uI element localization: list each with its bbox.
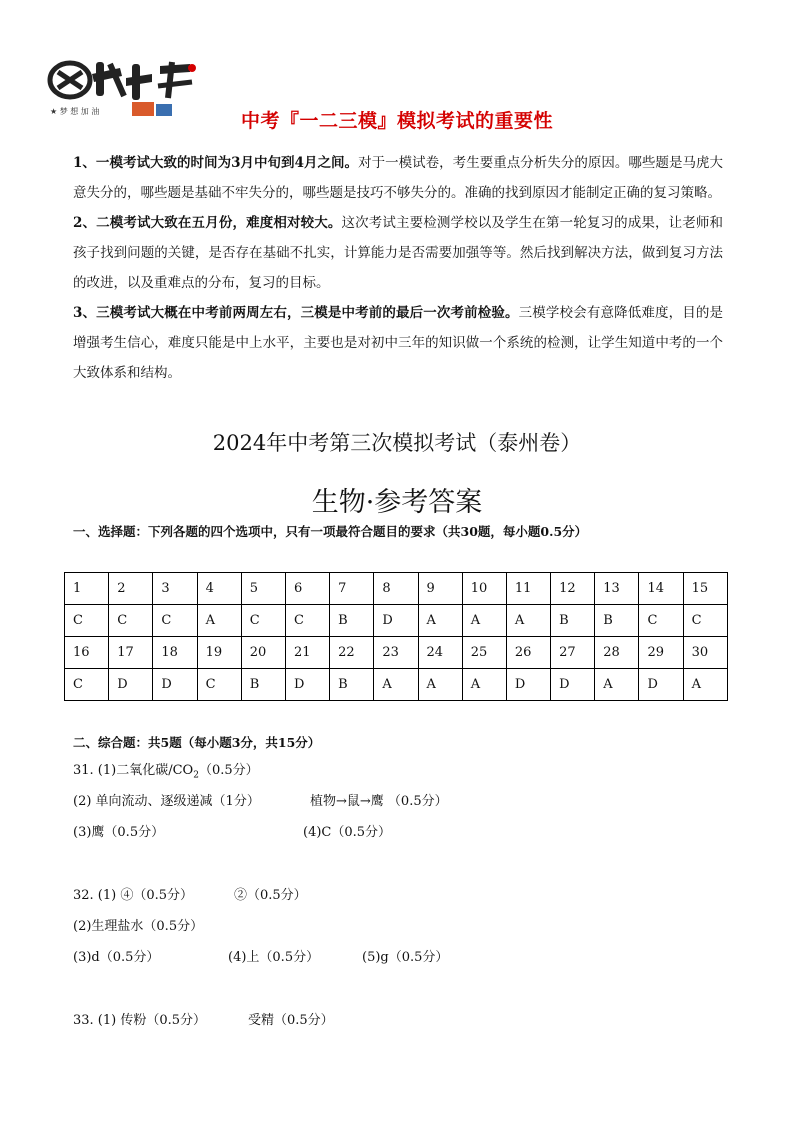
q32-answer-1b: ②（0.5分） (234, 888, 307, 903)
table-cell: C (65, 605, 109, 637)
table-cell: A (595, 669, 639, 701)
table-cell: 18 (153, 637, 197, 669)
table-cell: 9 (418, 573, 462, 605)
answer-table (64, 572, 728, 701)
table-cell: 11 (506, 573, 550, 605)
intro-paragraph-2: 2、二模考试大致在五月份，难度相对较大。这次考试主要检测学校以及学生在第一轮复习的成果，让老师和孩子找到问题的关键，是否存在基础不扎实，计算能力是否需要加强等等。然后找到解决方法，做到复习方法的改进，以及重难点的分布，复习的目标。 (73, 215, 723, 291)
table-cell: C (153, 605, 197, 637)
q32-answer-5: (5)g（0.5分） (362, 950, 449, 965)
svg-text:★ 梦 想 加 油: ★ 梦 想 加 油 (50, 107, 100, 116)
table-cell: 24 (418, 637, 462, 669)
table-cell: 23 (374, 637, 418, 669)
table-cell: 5 (241, 573, 285, 605)
table-cell: 17 (109, 637, 153, 669)
intro-title: 中考『一二三模』模拟考试的重要性 (240, 110, 553, 132)
table-cell: 12 (551, 573, 595, 605)
table-cell: A (462, 605, 506, 637)
table-cell: C (285, 605, 329, 637)
table-cell: A (462, 669, 506, 701)
q32-answer-3: (3)d（0.5分） (73, 950, 160, 965)
table-row (65, 637, 728, 669)
table-cell: 29 (639, 637, 683, 669)
table-cell: 1 (65, 573, 109, 605)
table-cell: A (418, 605, 462, 637)
table-cell: 15 (683, 573, 727, 605)
section1-heading: 一、选择题：下列各题的四个选项中，只有一项最符合题目的要求（共30题，每小题0.5分） (73, 524, 588, 539)
table-cell: 20 (241, 637, 285, 669)
table-cell: A (374, 669, 418, 701)
table-cell: 7 (330, 573, 374, 605)
q32-answer-1: 32. (1) ④（0.5分） (73, 888, 194, 903)
q31-answer-1: 31. (1)二氧化碳$/CO_2(0.5$分） (73, 763, 259, 781)
table-cell: B (241, 669, 285, 701)
table-row (65, 605, 728, 637)
q31-answer-3: (3)鹰（0.5分） (73, 825, 165, 840)
intro-paragraph-1: 1、一模考试大致的时间为3月中旬到4月之间。对于一模试卷，考生要重点分析失分的原因。哪些题是马虎大意失分的，哪些题是基础不牢失分的，哪些题是技巧不够失分的。准确的找到原因才能制定正确的复习策略。 (73, 155, 724, 201)
table-cell: 10 (462, 573, 506, 605)
table-cell: D (153, 669, 197, 701)
table-cell: 16 (65, 637, 109, 669)
table-cell: 22 (330, 637, 374, 669)
table-cell: A (418, 669, 462, 701)
table-cell: 28 (595, 637, 639, 669)
table-cell: B (330, 605, 374, 637)
table-cell: 13 (595, 573, 639, 605)
table-cell: D (374, 605, 418, 637)
table-row (65, 573, 728, 605)
table-cell: 25 (462, 637, 506, 669)
table-cell: A (683, 669, 727, 701)
subject-title: 生物·参考答案 (311, 487, 483, 518)
intro-section (73, 148, 723, 388)
q32-answer-2: (2)生理盐水（0.5分） (73, 919, 204, 934)
table-cell: A (197, 605, 241, 637)
table-cell: 30 (683, 637, 727, 669)
table-cell: B (330, 669, 374, 701)
exam-title: 2024年中考第三次模拟考试（泰州卷） (212, 431, 582, 455)
q32-answer-4: (4)上（0.5分） (228, 950, 320, 965)
table-cell: 2 (109, 573, 153, 605)
table-cell: 6 (285, 573, 329, 605)
table-cell: 8 (374, 573, 418, 605)
intro-paragraph-3: 3、三模考试大概在中考前两周左右，三模是中考前的最后一次考前检验。三模学校会有意降低难度，目的是增强考生信心，难度只能是中上水平，主要也是对初中三年的知识做一个系统的检测，让学生知道中考的一个大致体系和结构。 (73, 305, 723, 381)
table-cell: C (197, 669, 241, 701)
table-cell: B (551, 605, 595, 637)
table-cell: D (551, 669, 595, 701)
table-cell: A (506, 605, 550, 637)
table-cell: C (65, 669, 109, 701)
q31-answer-2: (2) 单向流动、逐级递减（1分） (73, 794, 260, 809)
table-cell: D (506, 669, 550, 701)
q33-answer-1b: 受精（0.5分） (248, 1013, 334, 1028)
table-cell: D (639, 669, 683, 701)
table-cell: D (285, 669, 329, 701)
section2-heading: 二、综合题：共5题（每小题3分，共15分） (73, 735, 321, 750)
table-row (65, 669, 728, 701)
table-cell: C (683, 605, 727, 637)
q33-answer-1: 33. (1) 传粉（0.5分） (73, 1013, 207, 1028)
table-cell: 3 (153, 573, 197, 605)
table-cell: 27 (551, 637, 595, 669)
q31-answer-4: (4)C（0.5分） (303, 825, 392, 840)
q31-answer-2b: 植物→鼠→鹰 （0.5分） (310, 794, 448, 809)
table-cell: C (241, 605, 285, 637)
table-cell: 4 (197, 573, 241, 605)
table-cell: D (109, 669, 153, 701)
table-cell: B (595, 605, 639, 637)
table-cell: 14 (639, 573, 683, 605)
table-cell: C (109, 605, 153, 637)
table-cell: 19 (197, 637, 241, 669)
table-cell: C (639, 605, 683, 637)
table-cell: 21 (285, 637, 329, 669)
table-cell: 26 (506, 637, 550, 669)
